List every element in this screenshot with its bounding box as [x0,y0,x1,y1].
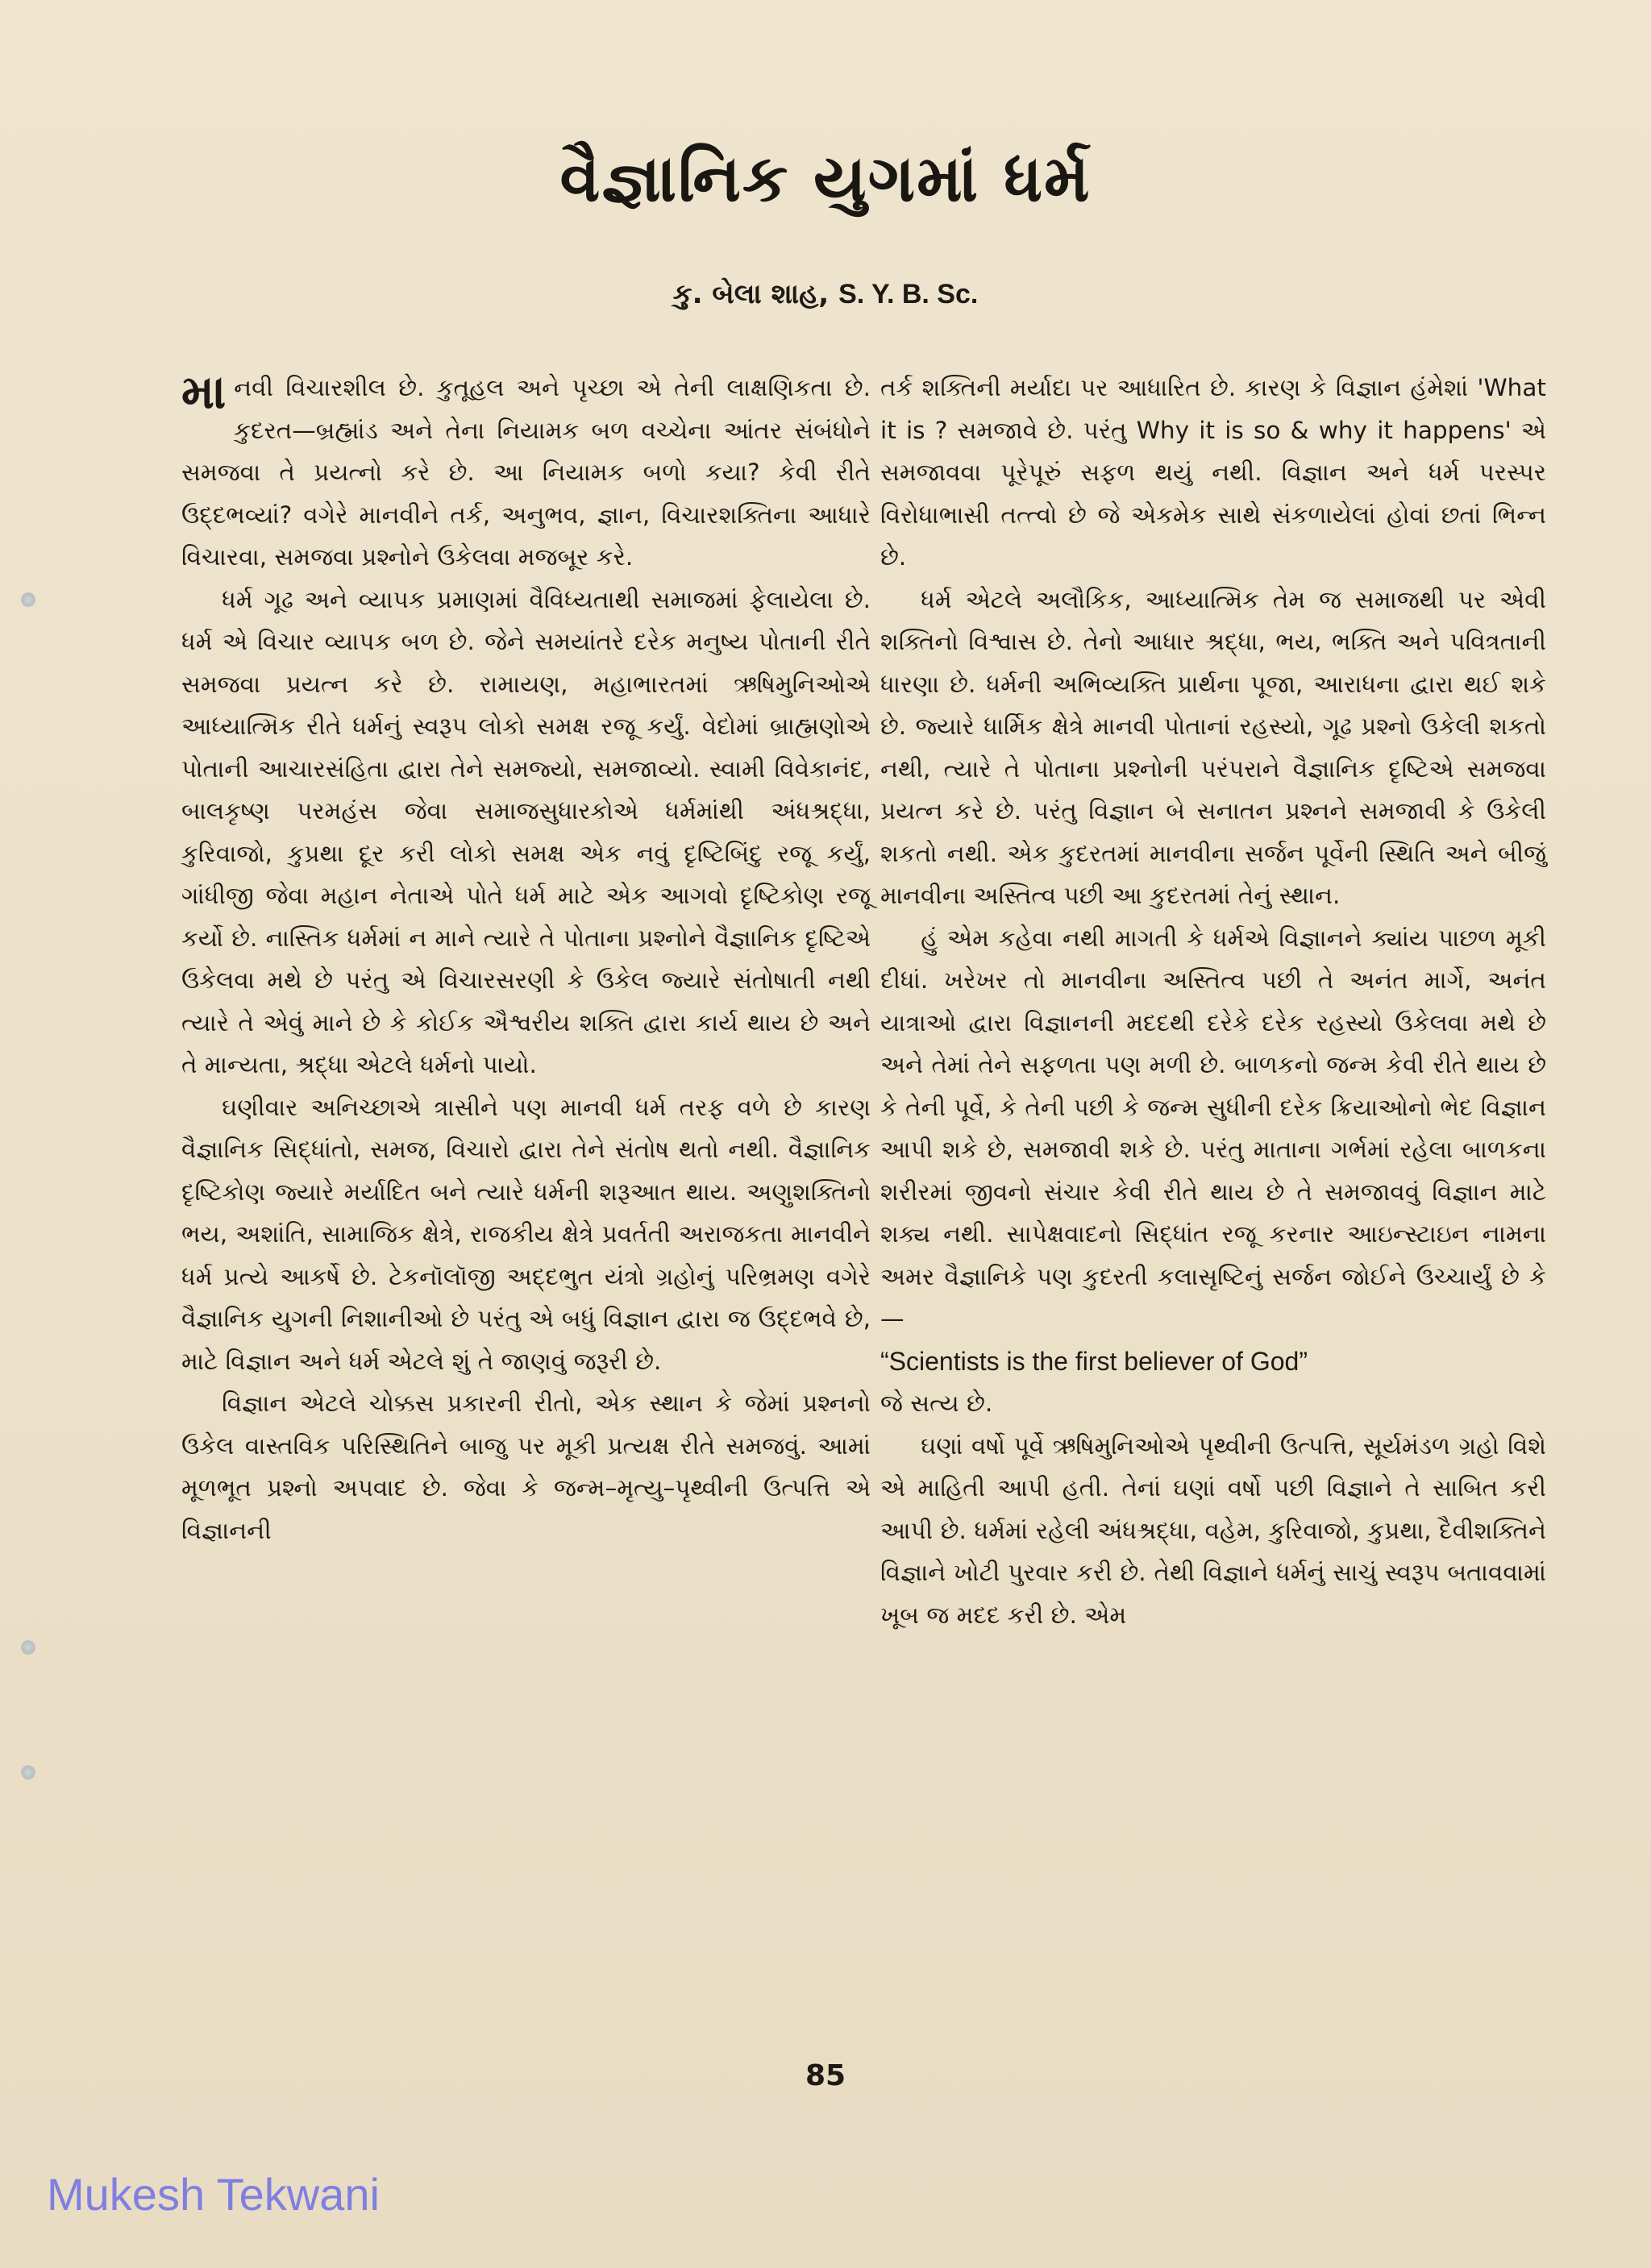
paragraph: વિજ્ઞાન એટલે ચોક્કસ પ્રકારની રીતો, એક સ્થાન કે જેમાં પ્રશ્નનો ઉકેલ વાસ્તવિક પરિસ્થિતિને બાજુ પર મૂકી પ્રત્યક્ષ રીતે સમજવું. આમાં મૂળભૂત પ્રશ્નો અપવાદ છે. જેવા કે જન્મ–મૃત્યુ–પૃથ્વીની ઉત્પત્તિ એ વિજ્ઞાનની [181,1389,871,1544]
binding-hole [21,592,35,607]
watermark: Mukesh Tekwani [47,2169,380,2220]
left-column [181,364,871,1551]
paragraph: તર્ક શક્તિની મર્યાદા પર આધારિત છે. કારણ કે વિજ્ઞાન હંમેશાં 'What it is ? સમજાવે છે. પરંતુ Why it is so & why it happens' એ સમજાવવા પૂરેપૂરું સફળ થયું નથી. વિજ્ઞાન અને ધર્મ પરસ્પર વિરોધાભાસી તત્ત્વો છે જે એકમેક સાથે સંકળાયેલાં હોવાં છતાં ભિન્ન છે. [880,374,1546,571]
einstein-quote: “Scientists is the first believer of God” [880,1346,1308,1376]
binding-hole [21,1640,35,1655]
right-column [880,367,1546,1636]
page-number: 85 [805,2059,846,2092]
author-name: કુ. બેલા શાહ, [672,278,830,310]
paragraph: ઘણાં વર્ષો પૂર્વે ઋષિમુનિઓએ પૃથ્વીની ઉત્પત્તિ, સૂર્યમંડળ ગ્રહો વિશે એ માહિતી આપી હતી. તેનાં ઘણાં વર્ષો પછી વિજ્ઞાને તે સાબિત કરી આપી છે. ધર્મમાં રહેલી અંધશ્રદ્ધા, વહેમ, કુરિવાજો, કુપ્રથા, દૈવીશક્તિને વિજ્ઞાને ખોટી પુરવાર કરી છે. તેથી વિજ્ઞાને ધર્મનું સાચું સ્વરૂપ બતાવવામાં ખૂબ જ મદદ કરી છે. એમ [880,1431,1546,1629]
paragraph: જે સત્ય છે. [880,1389,993,1417]
author-degree: S. Y. B. Sc. [838,279,979,309]
paragraph: ધર્મ એટલે અલૌકિક, આધ્યાત્મિક તેમ જ સમાજથી પર એવી શક્તિનો વિશ્વાસ છે. તેનો આધાર શ્રદ્ધા, ભય, ભક્તિ અને પવિત્રતાની ધારણા છે. ધર્મની અભિવ્યક્તિ પ્રાર્થના પૂજા, આરાધના દ્વારા થઈ શકે છે. જ્યારે ધાર્મિક ક્ષેત્રે માનવી પોતાનાં રહસ્યો, ગૂઢ પ્રશ્નો ઉકેલી શકતો નથી, ત્યારે તે પોતાના પ્રશ્નોની પરંપરાને વૈજ્ઞાનિક દૃષ્ટિએ સમજવા પ્રયત્ન કરે છે. પરંતુ વિજ્ઞાન બે સનાતન પ્રશ્નને સમજાવી કે ઉકેલી શકતો નથી. એક કુદરતમાં માનવીના સર્જન પૂર્વેની સ્થિતિ અને બીજું માનવીના અસ્તિત્વ પછી આ કુદરતમાં તેનું સ્થાન. [880,585,1546,909]
paragraph: ઘણીવાર અનિચ્છાએ ત્રાસીને પણ માનવી ધર્મ તરફ વળે છે કારણ વૈજ્ઞાનિક સિદ્ધાંતો, સમજ, વિચારો દ્વારા તેને સંતોષ થતો નથી. વૈજ્ઞાનિક દૃષ્ટિકોણ જ્યારે મર્યાદિત બને ત્યારે ધર્મની શરૂઆત થાય. અણુશક્તિનો ભય, અશાંતિ, સામાજિક ક્ષેત્રે, રાજકીય ક્ષેત્રે પ્રવર્તતી અરાજકતા માનવીને ધર્મ પ્રત્યે આકર્ષે છે. ટેકનૉલૉજી અદ્દભુત યંત્રો ગ્રહોનું પરિભ્રમણ વગેરે વૈજ્ઞાનિક યુગની નિશાનીઓ છે પરંતુ એ બધું વિજ્ઞાન દ્વારા જ ઉદ્દભવે છે, માટે વિજ્ઞાન અને ધર્મ એટલે શું તે જાણવું જરૂરી છે. [181,1093,871,1375]
paragraph: માનવી વિચારશીલ છે. કુતૂહલ અને પૃચ્છા એ તેની લાક્ષણિકતા છે. કુદરત—બ્રહ્માંડ અને તેના નિયામક બળ વચ્ચેના આંતર સંબંધોને સમજવા તે પ્રયત્નો કરે છે. આ નિયામક બળો કયા? કેવી રીતે ઉદ્દભવ્યાં? વગેરે માનવીને તર્ક, અનુભવ, જ્ઞાન, વિચારશક્તિના આધારે વિચારવા, સમજવા પ્રશ્નોને ઉકેલવા મજબૂર કરે. [181,364,871,571]
paragraph: ધર્મ ગૂઢ અને વ્યાપક પ્રમાણમાં વૈવિધ્યતાથી સમાજમાં ફેલાયેલા છે. ધર્મ એ વિચાર વ્યાપક બળ છે. જેને સમયાંતરે દરેક મનુષ્ય પોતાની રીતે સમજવા પ્રયત્ન કરે છે. રામાયણ, મહાભારતમાં ઋષિમુનિઓએ આધ્યાત્મિક રીતે ધર્મનું સ્વરૂપ લોકો સમક્ષ રજૂ કર્યું. વેદોમાં બ્રાહ્મણોએ પોતાની આચારસંહિતા દ્વારા તેને સમજ્યો, સમજાવ્યો. સ્વામી વિવેકાનંદ, બાલકૃષ્ણ પરમહંસ જેવા સમાજસુધારકોએ ધર્મમાંથી અંધશ્રદ્ધા, કુરિવાજો, કુપ્રથા દૂર કરી લોકો સમક્ષ એક નવું દૃષ્ટિબિંદુ રજૂ કર્યું, ગાંધીજી જેવા મહાન નેતાએ પોતે ધર્મ માટે એક આગવો દૃષ્ટિકોણ રજૂ કર્યો છે. નાસ્તિક ધર્મમાં ન માને ત્યારે તે પોતાના પ્રશ્નોને વૈજ્ઞાનિક દૃષ્ટિએ ઉકેલવા મથે છે પરંતુ એ વિચારસરણી કે ઉકેલ જ્યારે સંતોષાતી નથી ત્યારે તે એવું માને છે કે કોઈક ઐશ્વરીય શક્તિ દ્વારા કાર્ય થાય છે અને તે માન્યતા, શ્રદ્ધા એટલે ધર્મનો પાયો. [181,585,871,1078]
paragraph: હું એમ કહેવા નથી માગતી કે ધર્મએ વિજ્ઞાનને ક્યાંય પાછળ મૂકી દીધાં. ખરેખર તો માનવીના અસ્તિત્વ પછી તે અનંત માર્ગે, અનંત યાત્રાઓ દ્વારા વિજ્ઞાનની મદદથી દરેકે દરેક રહસ્યો ઉકેલવા મથે છે અને તેમાં તેને સફળતા પણ મળી છે. બાળકનો જન્મ કેવી રીતે થાય છે કે તેની પૂર્વે, કે તેની પછી કે જન્મ સુધીની દરેક ક્રિયાઓનો ભેદ વિજ્ઞાન આપી શકે છે, સમજાવી શકે છે. પરંતુ માતાના ગર્ભમાં રહેલા બાળકના શરીરમાં જીવનો સંચાર કેવી રીતે થાય છે તે સમજાવવું વિજ્ઞાન માટે શક્ય નથી. સાપેક્ષવાદનો સિદ્ધાંત રજૂ કરનાર આઇન્સ્ટાઇન નામના અમર વૈજ્ઞાનિકે પણ કુદરતી કલાસૃષ્ટિનું સર્જન જોઈને ઉચ્ચાર્યું છે કે— [880,924,1546,1332]
binding-hole [21,1765,35,1780]
drop-cap: મા [181,364,227,419]
article-title: વૈજ્ઞાનિક યુગમાં ધર્મ [559,141,1092,216]
article-byline [0,278,1651,310]
